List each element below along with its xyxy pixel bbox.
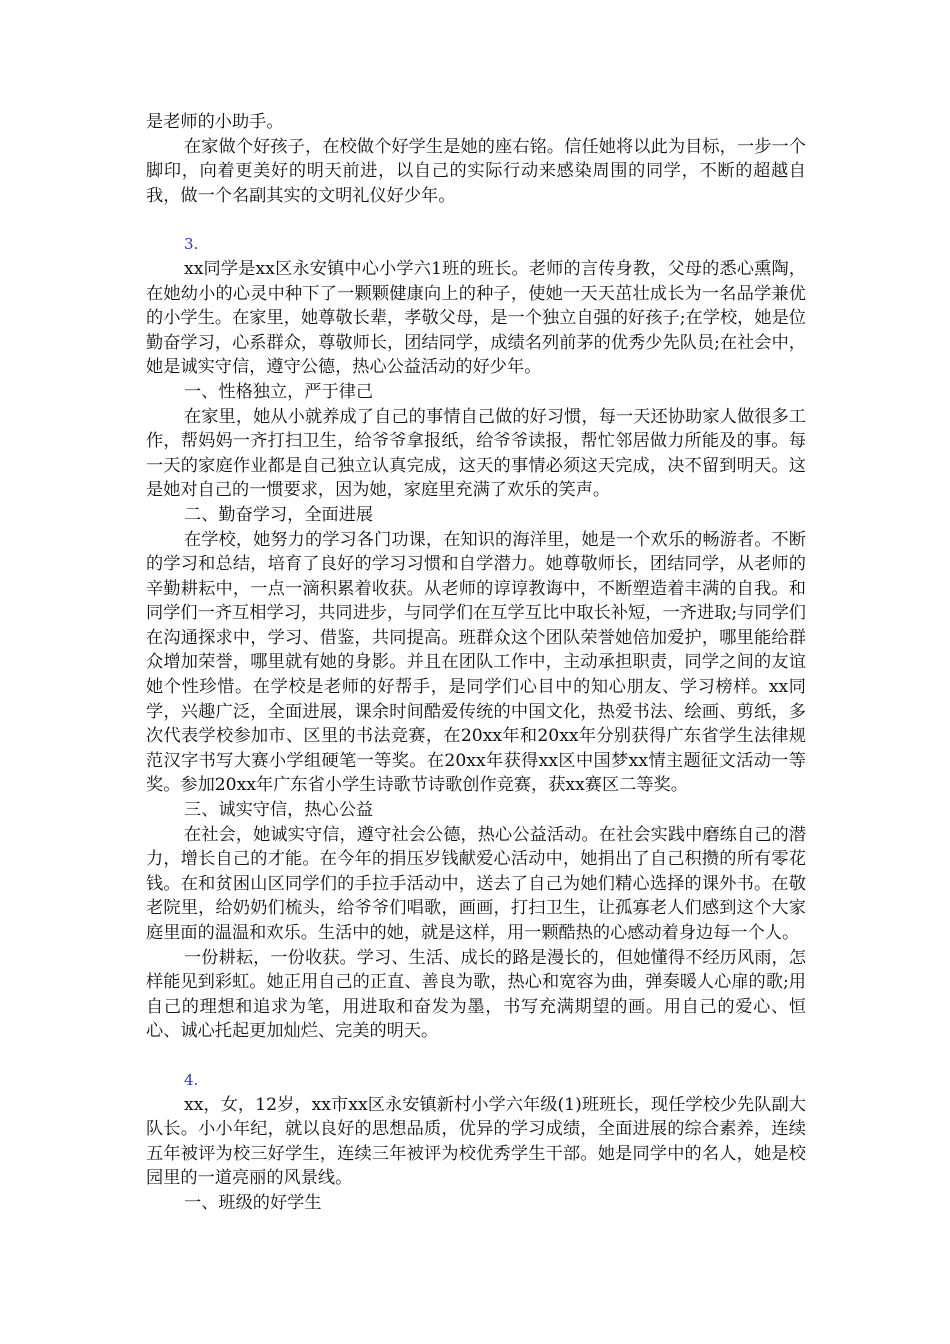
paragraph: 是老师的小助手。 — [146, 112, 284, 132]
section-number: 4. — [184, 1070, 199, 1089]
section-number: 3. — [184, 235, 199, 254]
section-gap — [146, 208, 806, 232]
section-heading: 二、勤奋学习，全面进展 — [184, 504, 374, 525]
section-heading: 三、诚实守信，热心公益 — [184, 800, 374, 821]
paragraph: 在家做个好孩子，在校做个好学生是她的座右铭。信任她将以此为目标，一步一个脚印，向着更美好的明天前进，以自己的实际行动来感染周围的同学，不断的超越自我，做一个名副其实的文明礼仪好少年。 — [146, 136, 806, 206]
paragraph: 一份耕耘，一份收获。学习、生活、成长的路是漫长的，但她懂得不经历风雨，怎样能见到彩虹。她正用自己的正直、善良为歌，热心和宽容为曲，弹奏暖人心扉的歌;用自己的理想和追求为笔，用进取和奋发为墨，书写充满期望的画。用自己的爱心、恒心、诚心托起更加灿烂、完美的明天。 — [146, 947, 806, 1042]
paragraph: xx同学是xx区永安镇中心小学六1班的班长。老师的言传身教，父母的悉心熏陶，在她幼小的心灵中种下了一颗颗健康向上的种子，使她一天天茁壮成长为一名品学兼优的小学生。在家里，她尊敬长辈，孝敬父母，是一个独立自强的好孩子;在学校，她是位勤奋学习，心系群众，尊敬师长，团结同学，成绩名列前茅的优秀少先队员;在社会中，她是诚实守信，遵守公德，热心公益活动的好少年。 — [146, 258, 806, 378]
section-heading: 一、班级的好学生 — [184, 1192, 322, 1213]
section-heading: 一、性格独立，严于律己 — [184, 381, 374, 402]
document-page — [146, 110, 806, 1216]
section-gap — [146, 1044, 806, 1068]
paragraph: 在家里，她从小就养成了自己的事情自己做的好习惯，每一天还协助家人做很多工作，帮妈妈一齐打扫卫生，给爷爷拿报纸，给爷爷读报，帮忙邻居做力所能及的事。每一天的家庭作业都是自己独立认真完成，这天的事情必须这天完成，决不留到明天。这是她对自己的一惯要求，因为她，家庭里充满了欢乐的笑声。 — [146, 406, 806, 501]
paragraph: 在学校，她努力的学习各门功课，在知识的海洋里，她是一个欢乐的畅游者。不断的学习和总结，培育了良好的学习习惯和自学潜力。她尊敬师长，团结同学，从老师的辛勤耕耘中，一点一滴积累着收获。从老师的谆谆教诲中，不断塑造着丰满的自我。和同学们一齐互相学习，共同进步，与同学们在互学互比中取长补短，一齐进取;与同学们在沟通探求中，学习、借鉴，共同提高。班群众这个团队荣誉她倍加爱护，哪里能给群众增加荣誉，哪里就有她的身影。并且在团队工作中，主动承担职责，同学之间的友谊她个性珍惜。在学校是老师的好帮手，是同学们心目中的知心朋友、学习榜样。xx同学，兴趣广泛，全面进展，课余时间酷爱传统的中国文化，热爱书法、绘画、剪纸，多次代表学校参加市、区里的书法竞赛，在20xx年和20xx年分别获得广东省学生法律规范汉字书写大赛小学组硬笔一等奖。在20xx年获得xx区中国梦xx情主题征文活动一等奖。参加20xx年广东省小学生诗歌节诗歌创作竞赛，获xx赛区二等奖。 — [146, 529, 806, 796]
paragraph: 在社会，她诚实守信，遵守社会公德，热心公益活动。在社会实践中磨练自己的潜力，增长自己的才能。在今年的捐压岁钱献爱心活动中，她捐出了自己积攒的所有零花钱。在和贫困山区同学们的手拉手活动中，送去了自己为她们精心选择的课外书。在敬老院里，给奶奶们梳头，给爷爷们唱歌，画画，打扫卫生，让孤寡老人们感到这个大家庭里面的温温和欢乐。生活中的她，就是这样，用一颗酷热的心感动着身边每一个人。 — [146, 824, 806, 943]
paragraph: xx，女，12岁，xx市xx区永安镇新村小学六年级(1)班班长，现任学校少先队副大队长。小小年纪，就以良好的思想品质，优异的学习成绩，全面进展的综合素养，连续五年被评为校三好学生，连续三年被评为校优秀学生干部。她是同学中的名人，她是校园里的一道亮丽的风景线。 — [146, 1094, 806, 1189]
